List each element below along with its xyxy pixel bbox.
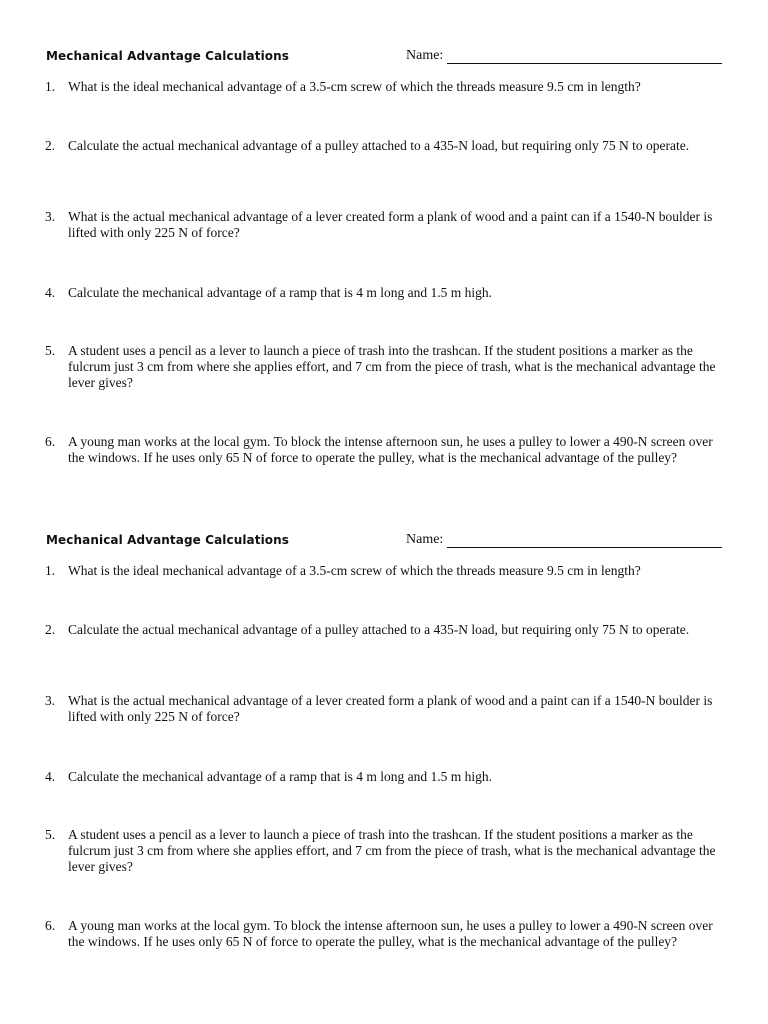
name-label: Name: (406, 48, 444, 63)
question-number: 1. (45, 79, 56, 94)
question-text: What is the ideal mechanical advantage of a 3.5-cm screw of which the threads measure 9.5 cm in length? (68, 563, 641, 578)
question-number: 1. (45, 563, 56, 578)
question-text: Calculate the actual mechanical advantage of a pulley attached to a 435-N load, but requiring only 75 N to operate. (68, 138, 690, 153)
question-text: A young man works at the local gym. To block the intense afternoon sun, he uses a pulley to lower a 490-N screen over the windows. If he uses only 65 N of force to operate the pulley, what is the mechanical advantage of the pulley? (68, 434, 713, 465)
worksheet-header (46, 532, 726, 554)
question-number: 2. (45, 622, 56, 637)
question-text: Calculate the mechanical advantage of a ramp that is 4 m long and 1.5 m high. (68, 285, 492, 300)
question-text: Calculate the actual mechanical advantage of a pulley attached to a 435-N load, but requiring only 75 N to operate. (68, 622, 690, 637)
question-number: 4. (45, 285, 56, 300)
question-text: What is the actual mechanical advantage of a lever created form a plank of wood and a paint can if a 1540-N boulder is lifted with only 225 N of force? (68, 693, 713, 724)
question-number: 5. (45, 343, 56, 358)
question-number: 2. (45, 138, 56, 153)
question-number: 5. (45, 827, 56, 842)
question-number: 6. (45, 918, 56, 933)
question-number: 3. (45, 209, 56, 224)
question-text: What is the actual mechanical advantage of a lever created form a plank of wood and a paint can if a 1540-N boulder is lifted with only 225 N of force? (68, 209, 713, 240)
question-number: 3. (45, 693, 56, 708)
name-blank-line[interactable] (447, 63, 722, 64)
question-text: A young man works at the local gym. To block the intense afternoon sun, he uses a pulley to lower a 490-N screen over the windows. If he uses only 65 N of force to operate the pulley, what is the mechanical advantage of the pulley? (68, 918, 713, 949)
worksheet-1 (0, 48, 768, 528)
name-blank-line[interactable] (447, 547, 722, 548)
worksheet-title: Mechanical Advantage Calculations (46, 49, 290, 63)
worksheet-title: Mechanical Advantage Calculations (46, 533, 290, 547)
question-number: 6. (45, 434, 56, 449)
question-number: 4. (45, 769, 56, 784)
question-text: A student uses a pencil as a lever to launch a piece of trash into the trashcan. If the student positions a marker as the fulcrum just 3 cm from where she applies effort, and 7 cm from the piece of trash, what is the mechanical advantage the lever gives? (68, 827, 716, 874)
question-text: Calculate the mechanical advantage of a ramp that is 4 m long and 1.5 m high. (68, 769, 492, 784)
question-text: What is the ideal mechanical advantage of a 3.5-cm screw of which the threads measure 9.5 cm in length? (68, 79, 641, 94)
worksheet-header (46, 48, 726, 70)
question-text: A student uses a pencil as a lever to launch a piece of trash into the trashcan. If the student positions a marker as the fulcrum just 3 cm from where she applies effort, and 7 cm from the piece of trash, what is the mechanical advantage the lever gives? (68, 343, 716, 390)
worksheet-2 (0, 532, 768, 1012)
name-label: Name: (406, 532, 444, 547)
